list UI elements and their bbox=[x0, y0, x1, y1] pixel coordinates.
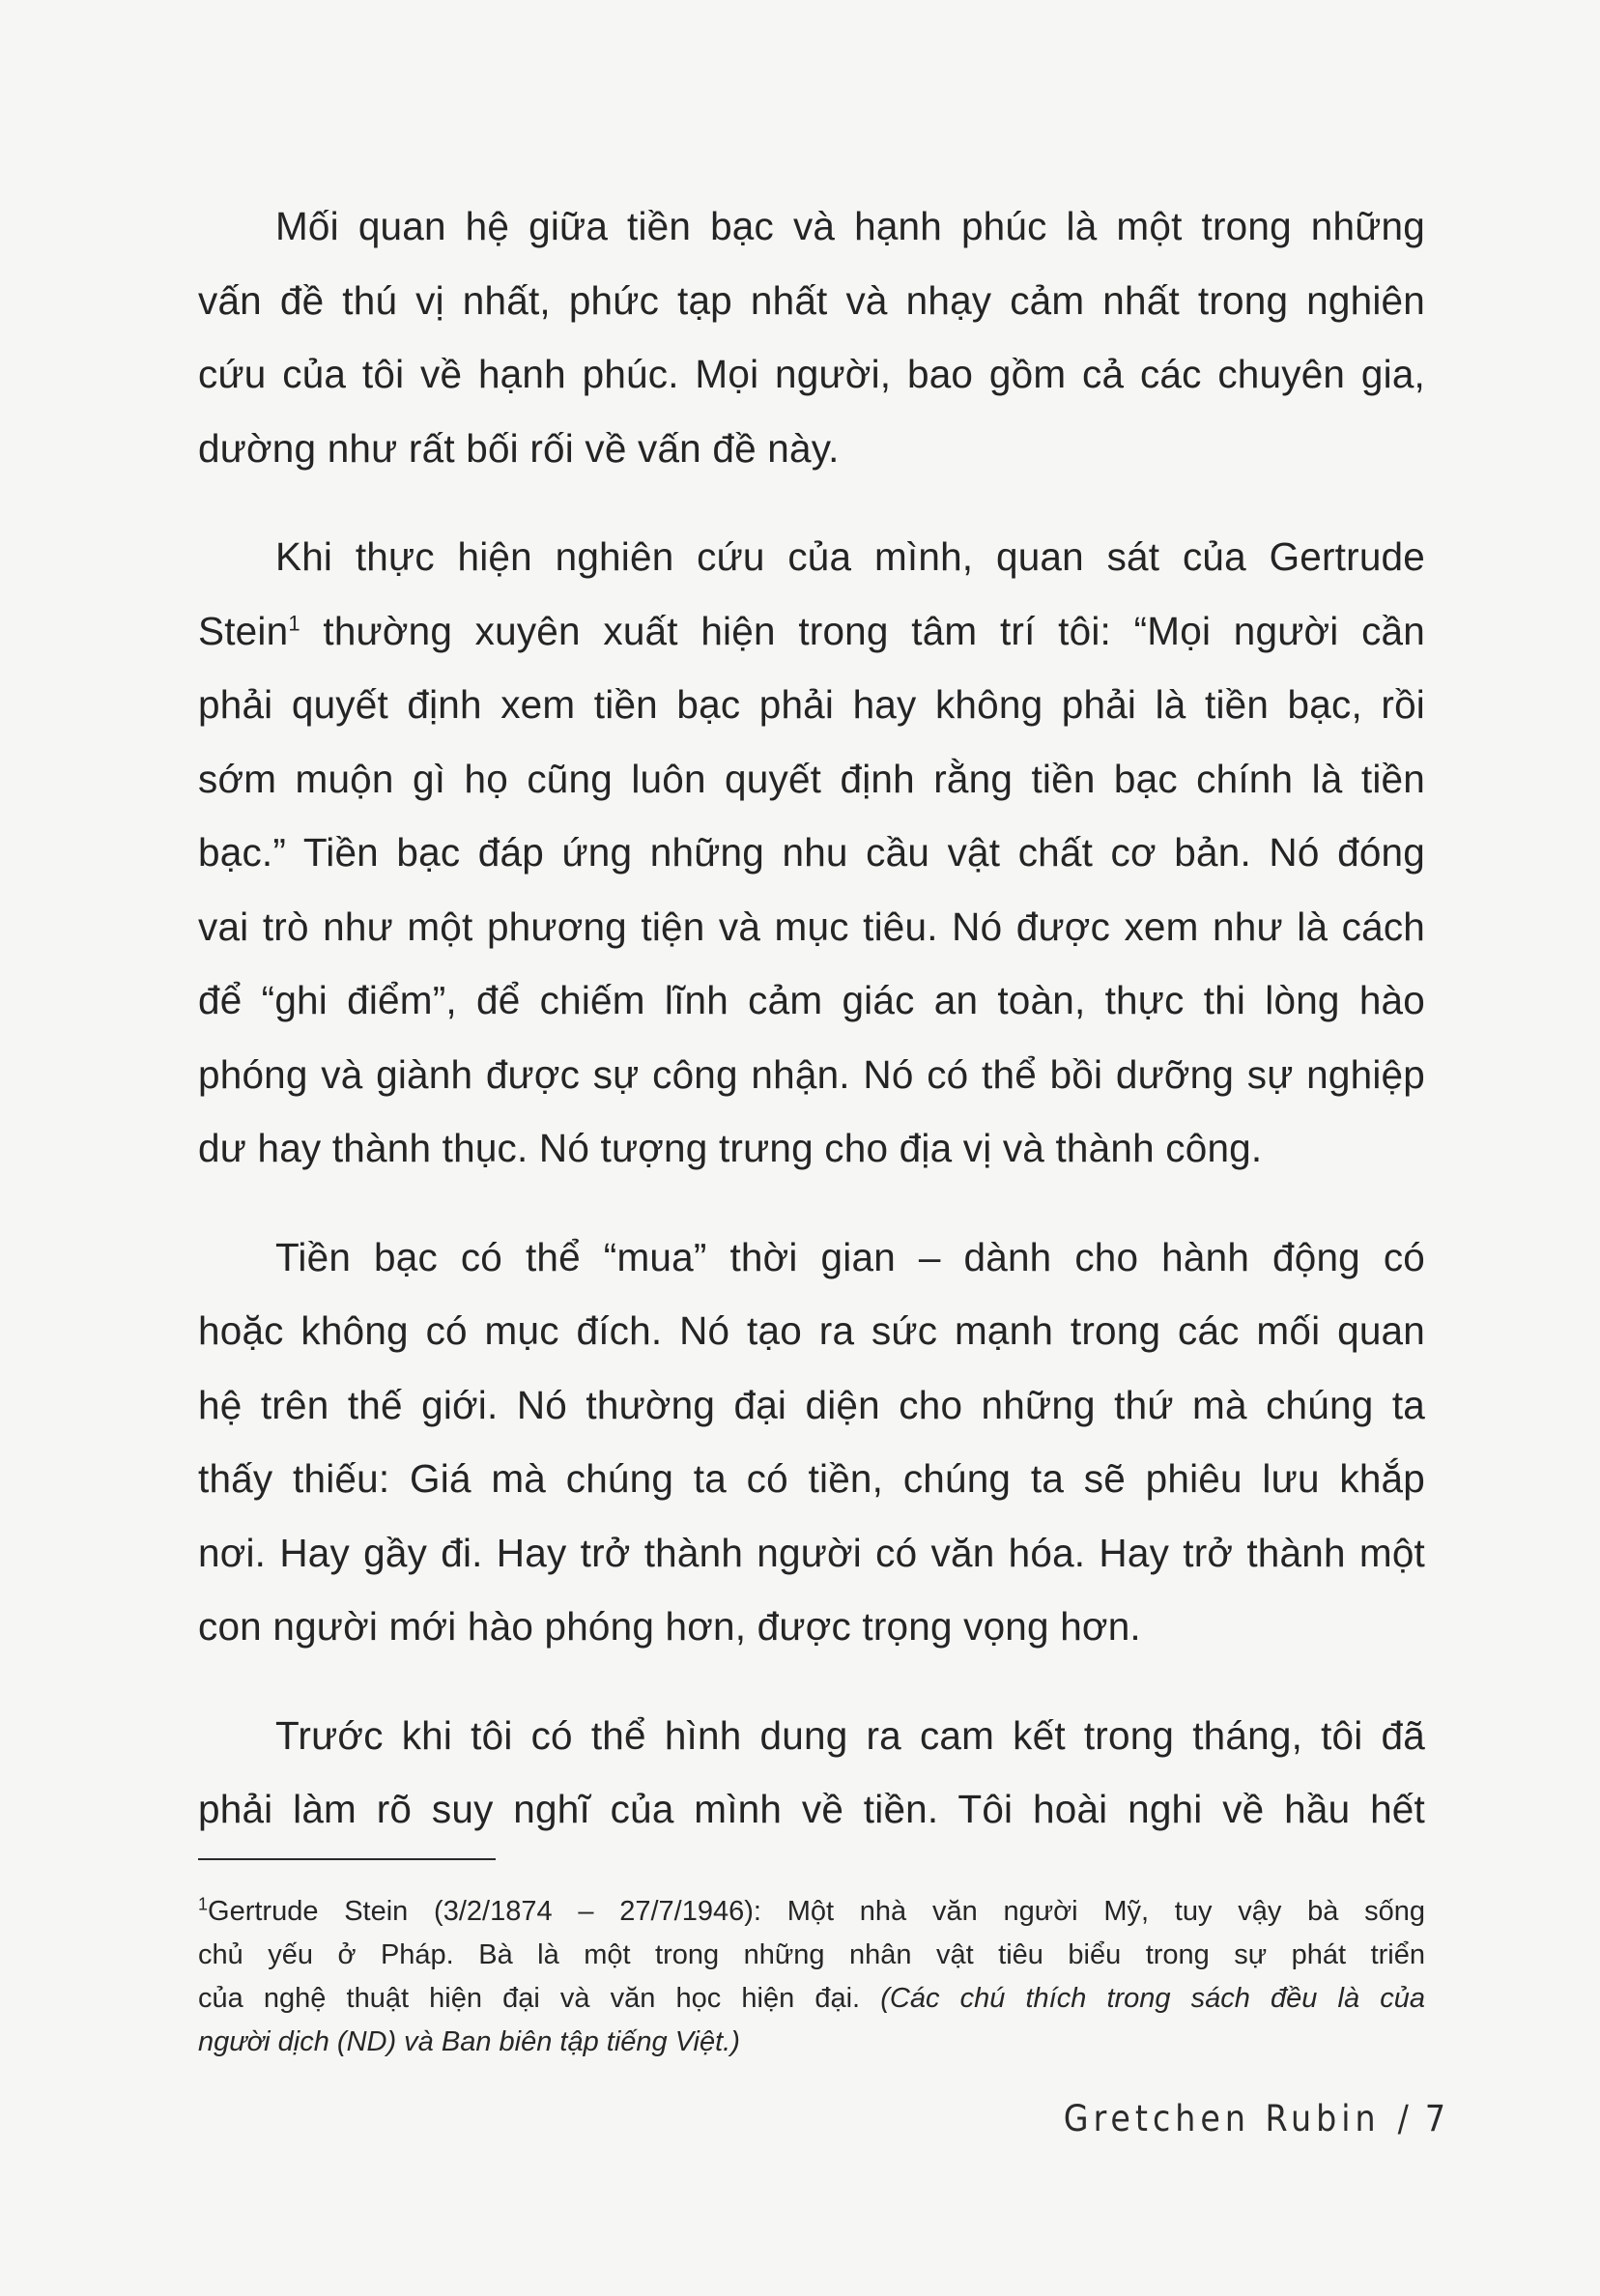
text-line: cứu của tôi về hạnh phúc. Mọi người, bao gồm cả các chuyên gia, bbox=[198, 352, 1425, 396]
text-line: dường như rất bối rối về vấn đề này. bbox=[198, 425, 840, 471]
text-line: Trước khi tôi có thể hình dung ra cam kết trong tháng, tôi đã bbox=[275, 1712, 1425, 1758]
text-line: Tiền bạc có thể “mua” thời gian – dành cho hành động có bbox=[275, 1234, 1425, 1279]
paragraph-1 bbox=[198, 189, 1425, 485]
text-line: sớm muộn gì họ cũng luôn quyết định rằng tiền bạc chính là tiền bbox=[198, 756, 1425, 801]
running-footer bbox=[1064, 2098, 1450, 2139]
text-line: phải làm rõ suy nghĩ của mình về tiền. Tôi hoài nghi về hầu hết bbox=[198, 1787, 1425, 1831]
footer-separator: / bbox=[1397, 2098, 1414, 2139]
footnote-italic-note: người dịch (ND) và Ban biên tập tiếng Việt.) bbox=[198, 2026, 740, 2057]
text-line: nơi. Hay gầy đi. Hay trở thành người có văn hóa. Hay trở thành một bbox=[198, 1530, 1425, 1575]
footnote-italic-note: (Các chú thích trong sách đều là của bbox=[880, 1983, 1425, 2014]
text-line: vai trò như một phương tiện và mục tiêu. Nó được xem như là cách bbox=[198, 904, 1425, 949]
stein-word: Stein bbox=[198, 608, 289, 653]
text-line: dư hay thành thục. Nó tượng trưng cho địa vị và thành công. bbox=[198, 1126, 1263, 1170]
text-line: phải quyết định xem tiền bạc phải hay không phải là tiền bạc, rồi bbox=[198, 682, 1425, 727]
footnote-marker: 1 bbox=[198, 1894, 209, 1914]
footnote-line bbox=[198, 2021, 1425, 2064]
paragraph-4 bbox=[198, 1699, 1425, 1847]
footnote-reference: 1 bbox=[288, 611, 300, 635]
text-line: con người mới hào phóng hơn, được trọng vọng hơn. bbox=[198, 1604, 1141, 1649]
text-line: hệ trên thế giới. Nó thường đại diện cho những thứ mà chúng ta bbox=[198, 1382, 1425, 1427]
footnote-line bbox=[198, 1977, 1425, 2021]
paragraph-2 bbox=[198, 520, 1425, 1186]
text-line: bạc.” Tiền bạc đáp ứng những nhu cầu vật chất cơ bản. Nó đóng bbox=[198, 830, 1425, 875]
body-text bbox=[198, 189, 1425, 1881]
footnote-line: chủ yếu ở Pháp. Bà là một trong những nhân vật tiêu biểu trong sự phát triển bbox=[198, 1939, 1425, 1970]
text-line bbox=[198, 594, 1425, 669]
footnote-text: của nghệ thuật hiện đại và văn học hiện đại. bbox=[198, 1983, 861, 2014]
text-line: hoặc không có mục đích. Nó tạo ra sức mạnh trong các mối quan bbox=[198, 1308, 1425, 1353]
text-line: Mối quan hệ giữa tiền bạc và hạnh phúc là một trong những bbox=[275, 204, 1425, 248]
paragraph-3 bbox=[198, 1220, 1425, 1664]
text-line-rest: thường xuyên xuất hiện trong tâm trí tôi: “Mọi người cần bbox=[323, 608, 1426, 653]
footnote-text: Gertrude Stein (3/2/1874 – 27/7/1946): Một nhà văn người Mỹ, tuy vậy bà sống bbox=[208, 1896, 1425, 1927]
text-line: để “ghi điểm”, để chiếm lĩnh cảm giác an toàn, thực thi lòng hào bbox=[198, 978, 1425, 1022]
footnote-divider bbox=[198, 1858, 496, 1860]
text-line: thấy thiếu: Giá mà chúng ta có tiền, chúng ta sẽ phiêu lưu khắp bbox=[198, 1456, 1425, 1501]
author-name: Gretchen Rubin bbox=[1063, 2098, 1381, 2139]
footnote bbox=[198, 1890, 1425, 2064]
text-line: phóng và giành được sự công nhận. Nó có thể bồi dưỡng sự nghiệp bbox=[198, 1051, 1425, 1097]
text-line: vấn đề thú vị nhất, phức tạp nhất và nhạy cảm nhất trong nghiên bbox=[198, 277, 1425, 323]
text-line: Khi thực hiện nghiên cứu của mình, quan sát của Gertrude bbox=[275, 534, 1425, 579]
page-number: 7 bbox=[1424, 2098, 1450, 2139]
footnote-line bbox=[198, 1890, 1425, 1934]
